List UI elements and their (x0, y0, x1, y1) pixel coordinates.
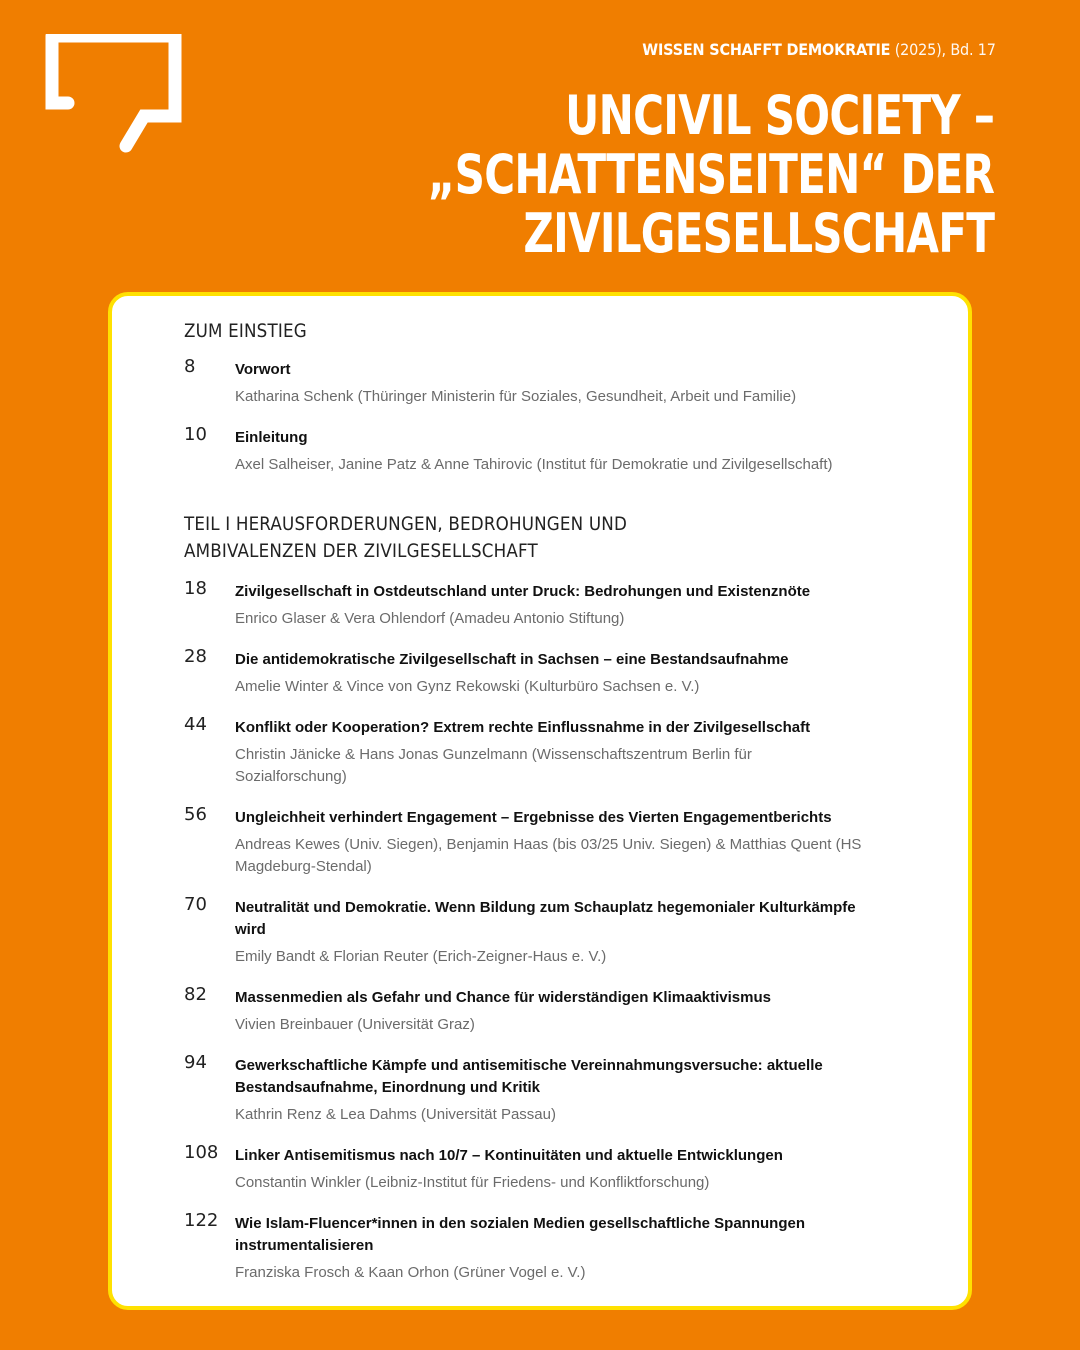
toc-entry (184, 578, 864, 630)
title-line: „SCHATTENSEITEN“ DER (427, 143, 994, 206)
entry-title: Gewerkschaftliche Kämpfe und antisemitische Vereinnahmungsversuche: aktuelle Bestandsaufnahme, Einordnung und Kritik (235, 1057, 823, 1096)
title-line: ZIVILGESELLSCHAFT (523, 202, 994, 265)
page-number: 8 (184, 356, 196, 377)
page-number: 122 (184, 1210, 219, 1231)
page-number: 18 (184, 578, 207, 599)
series-name: WISSEN SCHAFFT DEMOKRATIE (642, 40, 891, 59)
toc-entry (184, 646, 864, 698)
page-title (428, 86, 994, 263)
toc-entry (184, 1210, 864, 1284)
toc-entry (184, 804, 864, 878)
entry-authors: Constantin Winkler (Leibniz-Institut für Friedens- und Konfliktforschung) (235, 1174, 710, 1191)
section-heading: ZUM EINSTIEG (184, 320, 307, 342)
entry-authors: Vivien Breinbauer (Universität Graz) (235, 1016, 475, 1033)
entry-title: Vorwort (235, 361, 291, 378)
entry-authors: Christin Jänicke & Hans Jonas Gunzelmann (Wissenschaftszentrum Berlin für Sozialforschung) (235, 746, 752, 785)
page-number: 70 (184, 894, 207, 915)
page-number: 82 (184, 984, 207, 1005)
series-volume: (2025), Bd. 17 (894, 40, 996, 59)
toc-entry (184, 356, 864, 408)
entry-authors: Andreas Kewes (Univ. Siegen), Benjamin Haas (bis 03/25 Univ. Siegen) & Matthias Quent (HS Magdeburg-Stendal) (235, 836, 862, 875)
page-number: 94 (184, 1052, 207, 1073)
entry-title: Linker Antisemitismus nach 10/7 – Kontinuitäten und aktuelle Entwicklungen (235, 1147, 783, 1164)
toc-card (108, 292, 972, 1310)
entry-authors: Franziska Frosch & Kaan Orhon (Grüner Vogel e. V.) (235, 1264, 586, 1281)
entry-title: Massenmedien als Gefahr und Chance für widerständigen Klimaaktivismus (235, 989, 771, 1006)
entry-authors: Katharina Schenk (Thüringer Ministerin für Soziales, Gesundheit, Arbeit und Familie) (235, 388, 797, 405)
speech-bubble-icon (44, 34, 184, 158)
toc-entry (184, 714, 864, 788)
entry-title: Die antidemokratische Zivilgesellschaft in Sachsen – eine Bestandsaufnahme (235, 651, 789, 668)
toc-content (184, 318, 864, 1284)
entry-authors: Axel Salheiser, Janine Patz & Anne Tahirovic (Institut für Demokratie und Zivilgesellschaft) (235, 456, 833, 473)
entry-title: Neutralität und Demokratie. Wenn Bildung zum Schauplatz hegemonialer Kulturkämpfe wird (235, 899, 856, 938)
section-heading: TEIL I HERAUSFORDERUNGEN, BEDROHUNGEN UND AMBIVALENZEN DER ZIVILGESELLSCHAFT (184, 513, 627, 562)
toc-entry (184, 424, 864, 476)
page-number: 56 (184, 804, 207, 825)
entry-title: Einleitung (235, 429, 308, 446)
title-line: UNCIVIL SOCIETY – (565, 84, 994, 147)
entry-title: Wie Islam-Fluencer*innen in den sozialen Medien gesellschaftliche Spannungen instrumentalisieren (235, 1215, 805, 1254)
entry-title: Zivilgesellschaft in Ostdeutschland unter Druck: Bedrohungen und Existenznöte (235, 583, 811, 600)
page-number: 10 (184, 424, 207, 445)
toc-entry (184, 984, 864, 1036)
page-number: 108 (184, 1142, 219, 1163)
entry-title: Ungleichheit verhindert Engagement – Ergebnisse des Vierten Engagementberichts (235, 809, 832, 826)
toc-entry (184, 1052, 864, 1126)
entry-authors: Kathrin Renz & Lea Dahms (Universität Passau) (235, 1106, 556, 1123)
page-number: 28 (184, 646, 207, 667)
toc-entry (184, 1142, 864, 1194)
entry-authors: Amelie Winter & Vince von Gynz Rekowski (Kulturbüro Sachsen e. V.) (235, 678, 700, 695)
page-number: 44 (184, 714, 207, 735)
entry-authors: Enrico Glaser & Vera Ohlendorf (Amadeu Antonio Stiftung) (235, 610, 625, 627)
toc-entry (184, 894, 864, 968)
entry-authors: Emily Bandt & Florian Reuter (Erich-Zeigner-Haus e. V.) (235, 948, 607, 965)
series-info (643, 40, 996, 59)
entry-title: Konflikt oder Kooperation? Extrem rechte Einflussnahme in der Zivilgesellschaft (235, 719, 811, 736)
